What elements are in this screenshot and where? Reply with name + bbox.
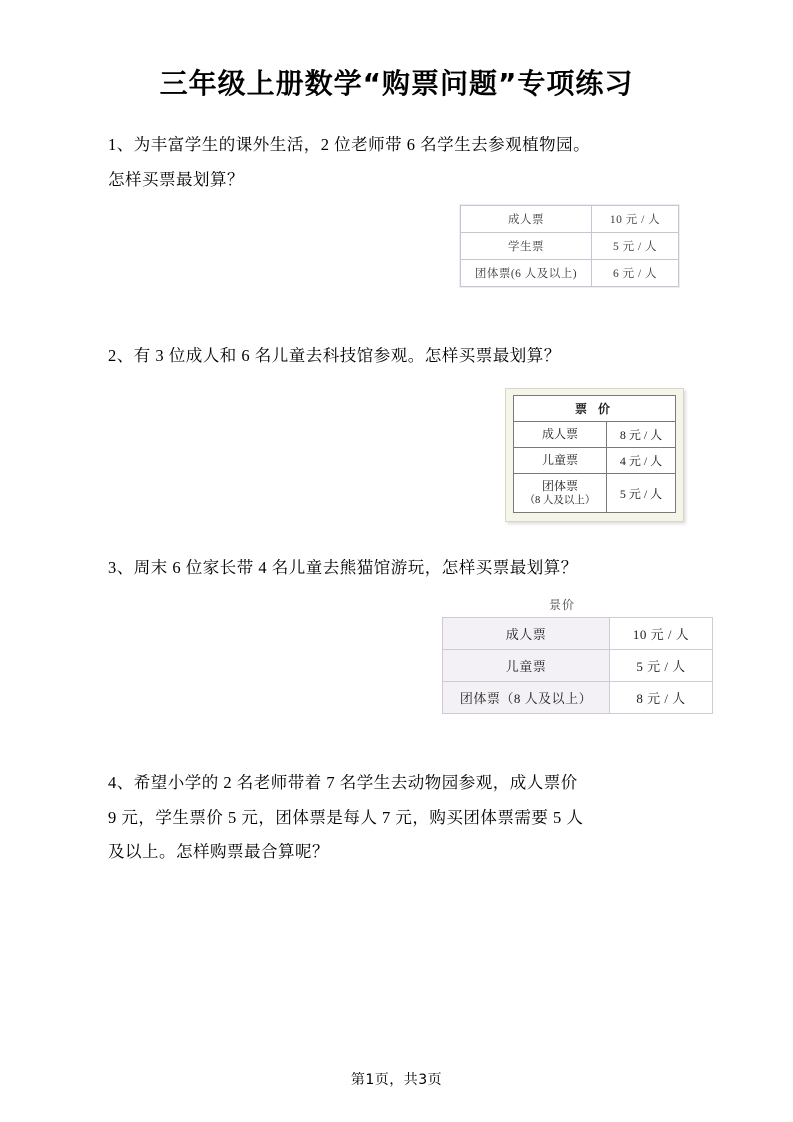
table-row	[514, 447, 676, 473]
ticket-price-adult: 10 元 / 人	[592, 206, 679, 233]
page-footer: 第1页，共3页	[350, 1072, 443, 1088]
question-2-line-1: 2、有 3 位成人和 6 名儿童去科技馆参观。怎样买票最划算？	[108, 346, 561, 366]
table-row	[443, 617, 713, 649]
question-3-text	[60, 551, 733, 586]
ticket-type-group-name: 团体票	[541, 478, 578, 493]
question-4-line-2: 9 元，学生票价 5 元，团体票是每人 7 元，购买团体票需要 5 人	[108, 807, 584, 827]
ticket-price-child: 4 元 / 人	[607, 447, 676, 473]
price-table-3	[442, 617, 713, 714]
table-row	[443, 649, 713, 681]
question-3-line-1: 3、周末 6 位家长带 4 名儿童去熊猫馆游玩，怎样买票最划算？	[108, 558, 578, 578]
ticket-type-child: 儿童票	[514, 447, 607, 473]
price-table-2	[513, 395, 676, 513]
price-table-2-header: 票 价	[514, 395, 676, 421]
ticket-price-student: 5 元 / 人	[592, 233, 679, 260]
question-4-line-1: 4、希望小学的 2 名老师带着 7 名学生去动物园参观，成人票价	[108, 772, 578, 792]
table-row	[514, 473, 676, 512]
price-table-1-wrapper	[60, 205, 733, 287]
price-table-2-wrapper	[60, 388, 733, 527]
table-row	[461, 260, 679, 287]
ticket-price-group: 6 元 / 人	[592, 260, 679, 287]
ticket-type-group: 团体票(6 人及以上)	[461, 260, 592, 287]
question-2-text	[60, 339, 733, 374]
table-row	[461, 233, 679, 260]
price-table-1	[460, 205, 679, 287]
ticket-price-group: 5 元 / 人	[607, 473, 676, 512]
ticket-type-adult: 成人票	[443, 617, 610, 649]
ticket-type-group: 团体票（8 人及以上）	[443, 681, 610, 713]
ticket-type-group-note: （8 人及以上）	[524, 495, 596, 507]
price-table-3-caption: 景价	[548, 597, 575, 612]
question-1-text	[60, 128, 733, 197]
question-1	[60, 128, 733, 287]
page-title: 三年级上册数学“购票问题”专项练习	[159, 67, 634, 100]
question-2	[60, 339, 733, 527]
question-4-line-3: 及以上。怎样购票最合算呢？	[108, 842, 329, 862]
table-row	[443, 681, 713, 713]
ticket-price-child: 5 元 / 人	[610, 649, 713, 681]
table-row	[461, 206, 679, 233]
question-1-line-1: 1、为丰富学生的课外生活，2 位老师带 6 名学生去参观植物园。	[108, 135, 591, 154]
question-4-text	[60, 766, 733, 870]
ticket-price-adult: 10 元 / 人	[610, 617, 713, 649]
table-header-row	[514, 395, 676, 421]
price-table-2-frame	[505, 388, 684, 522]
question-3	[60, 551, 733, 714]
ticket-type-child: 儿童票	[443, 649, 610, 681]
ticket-type-student: 学生票	[461, 233, 592, 260]
ticket-price-group: 8 元 / 人	[610, 681, 713, 713]
ticket-price-adult: 8 元 / 人	[607, 421, 676, 447]
question-4	[60, 766, 733, 870]
ticket-type-group	[514, 473, 607, 512]
ticket-type-adult: 成人票	[514, 421, 607, 447]
question-1-line-2: 怎样买票最划算？	[108, 169, 244, 189]
ticket-type-adult: 成人票	[461, 206, 592, 233]
price-table-3-wrapper	[60, 617, 733, 714]
table-row	[514, 421, 676, 447]
